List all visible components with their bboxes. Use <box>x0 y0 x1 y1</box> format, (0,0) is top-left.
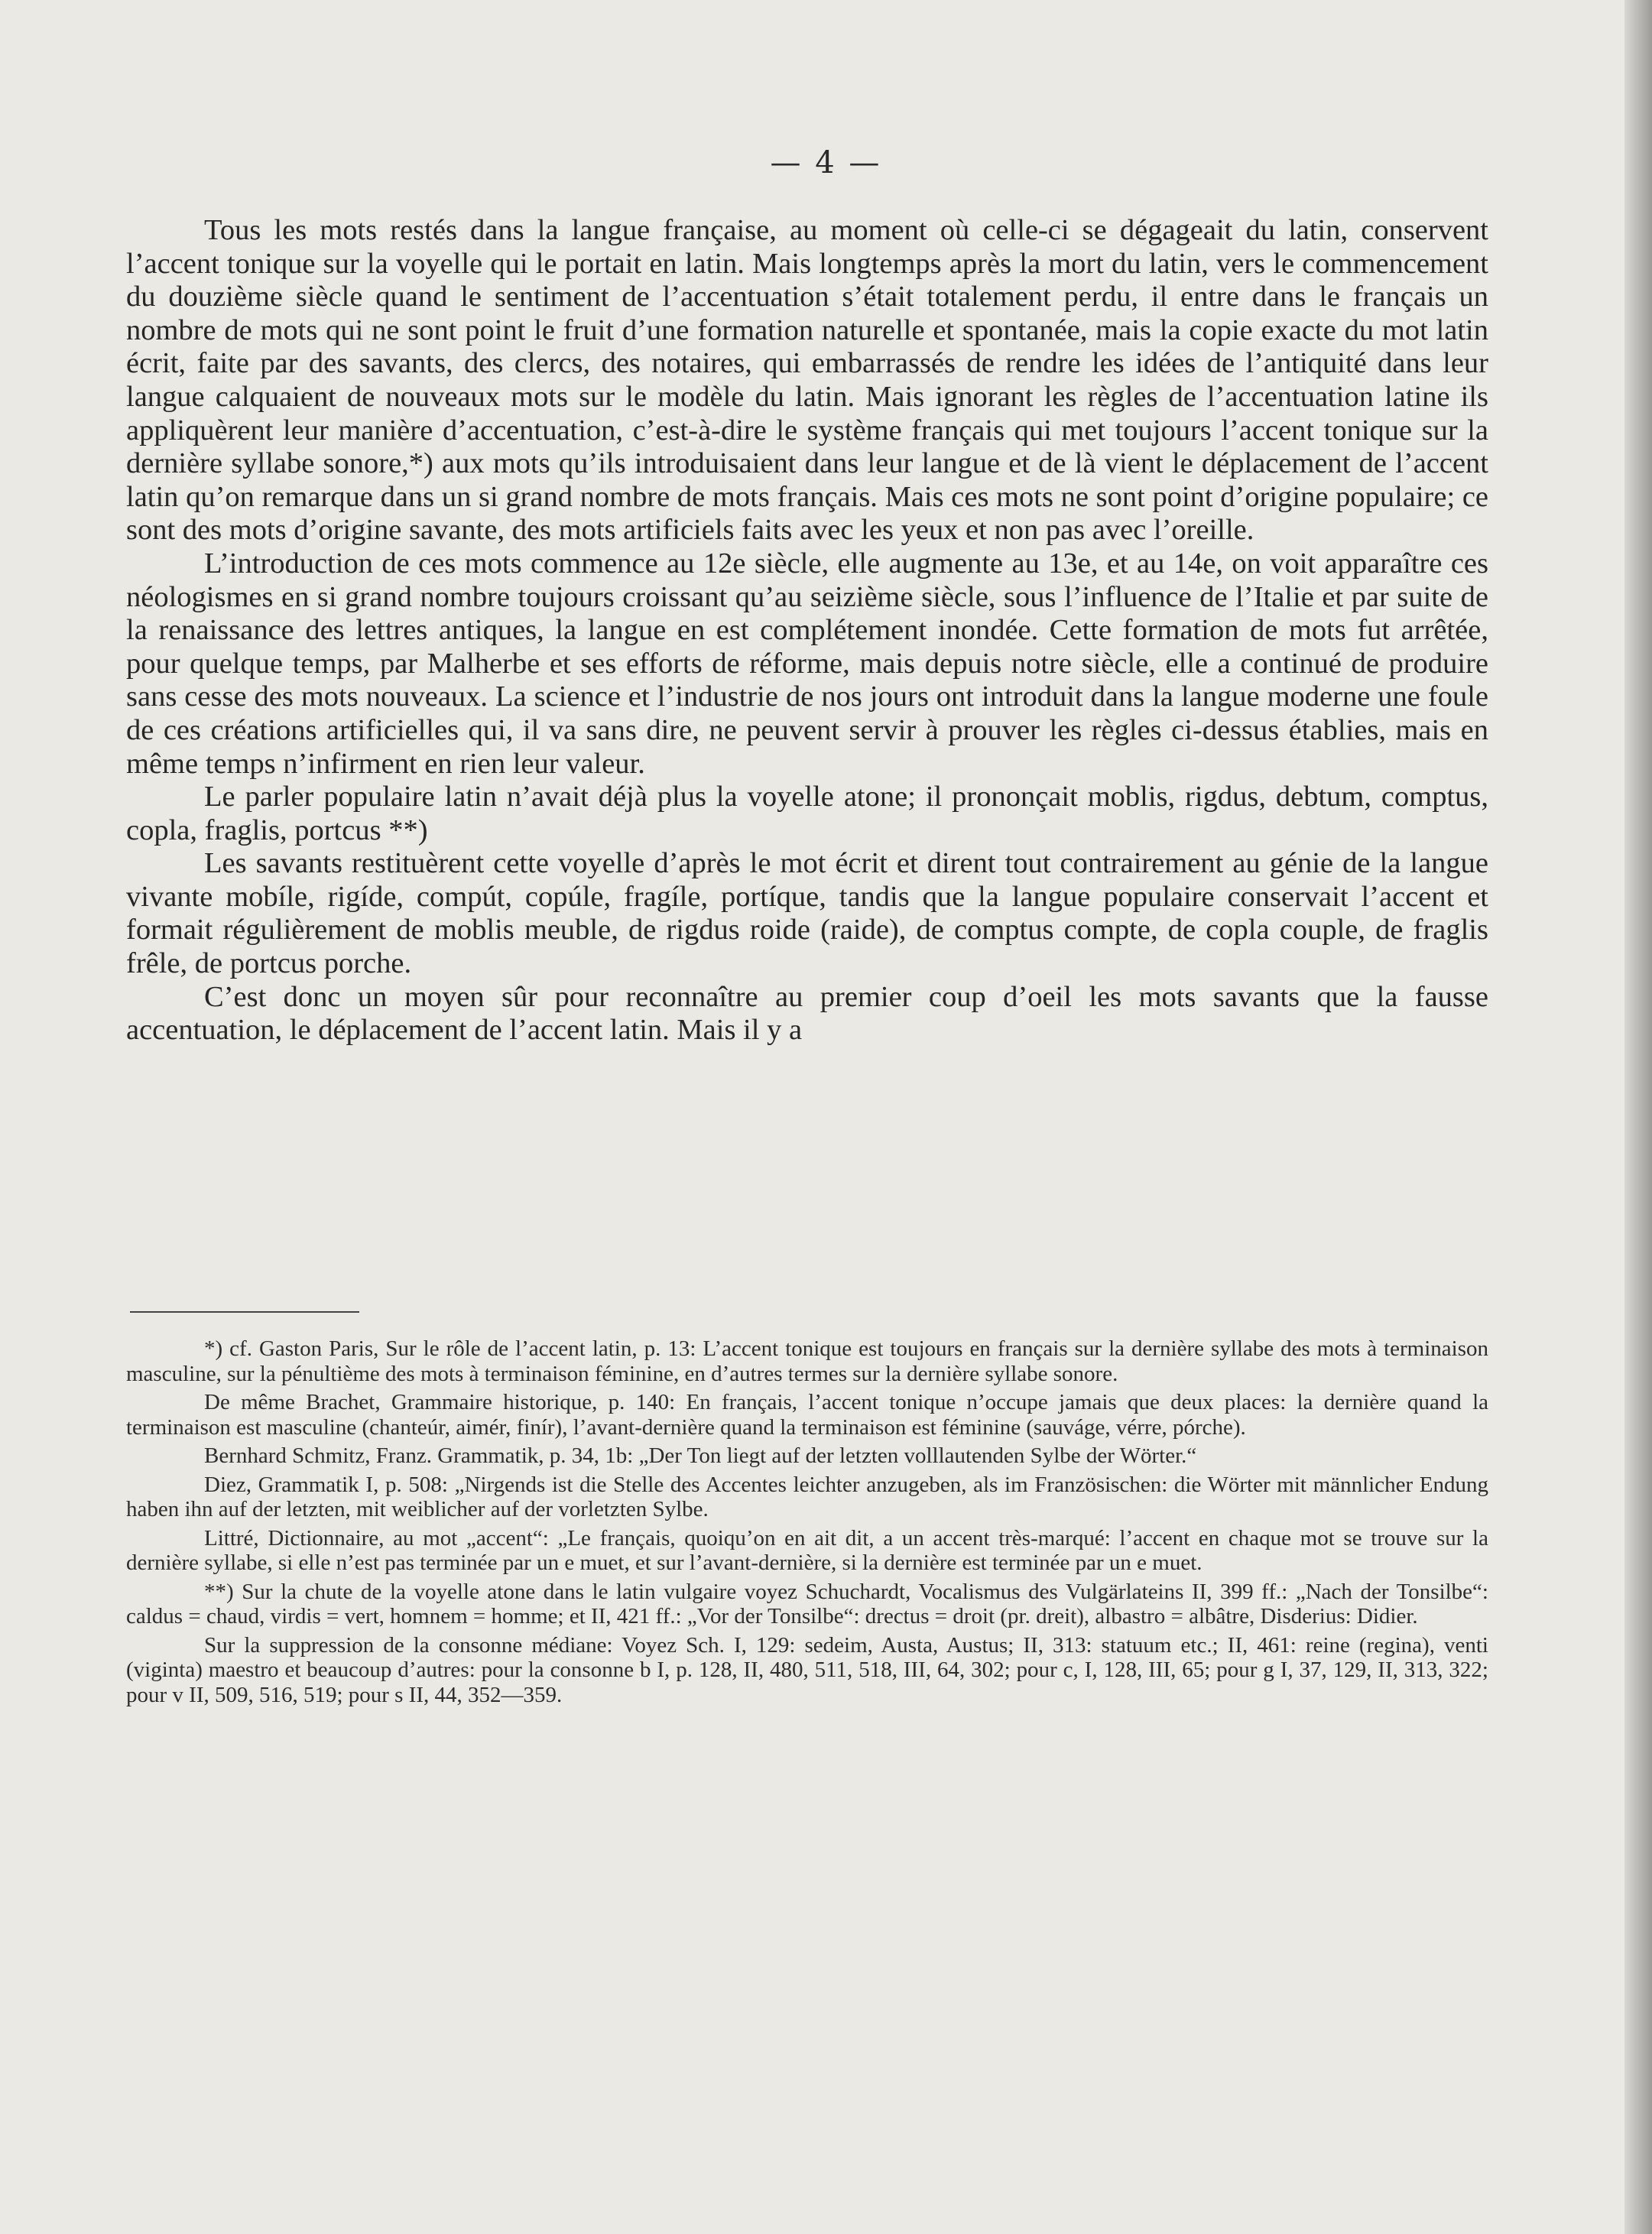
footnote-separator <box>130 1311 359 1313</box>
footnote-4: Diez, Grammatik I, p. 508: „Nirgends ist die Stelle des Accentes leichter anzugeben, als im Französischen: die Wörter mit männlicher Endung haben ihn auf der letzten, mit weiblicher auf der vorletzten Sylbe. <box>126 1472 1488 1521</box>
paragraph-2: L’introduction de ces mots commence au 12e siècle, elle augmente au 13e, et au 14e, on voit apparaître ces néologismes en si grand nombre toujours croissant qu’au seizième siècle, sous l’influence de l’Italie et par suite de la renaissance des lettres antiques, la langue en est complétement inondée. Cette formation de mots fut arrêtée, pour quelque temps, par Malherbe et ses efforts de réforme, mais depuis notre siècle, elle a continué de produire sans cesse des mots nouveaux. La science et l’industrie de nos jours ont introduit dans la langue moderne une foule de ces créations artificielles qui, il va sans dire, ne peuvent servir à prouver les règles ci-dessus établies, mais en même temps n’infirment en rien leur valeur. <box>126 547 1488 780</box>
footnote-2: De même Brachet, Grammaire historique, p. 140: En français, l’accent tonique n’occupe jamais que deux places: la dernière quand la terminaison est masculine (chanteúr, aimér, finír), l’avant-dernière quand la terminaison est féminine (sauváge, vérre, pórche). <box>126 1390 1488 1440</box>
footnote-6: **) Sur la chute de la voyelle atone dans le latin vulgaire voyez Schuchardt, Vocalismus des Vulgärlateins II, 399 ff.: „Nach der Tonsilbe“: caldus = chaud, virdis = vert, homnem = homme; et II, 421 ff.: „Vor der Tonsilbe“: drectus = droit (pr. dreit), albastro = albâtre, Disderius: Didier. <box>126 1579 1488 1628</box>
paragraph-1: Tous les mots restés dans la langue française, au moment où celle-ci se dégageait du latin, conservent l’accent tonique sur la voyelle qui le portait en latin. Mais longtemps après la mort du latin, vers le commencement du douzième siècle quand le sentiment de l’accentuation s’était totalement perdu, il entre dans le français un nombre de mots qui ne sont point le fruit d’une formation naturelle et spontanée, mais la copie exacte du mot latin écrit, faite par des savants, des clercs, des notaires, qui embarrassés de rendre les idées de l’antiquité dans leur langue calquaient de nouveaux mots sur le modèle du latin. Mais ignorant les règles de l’accentuation latine ils appliquèrent leur manière d’accentuation, c’est-à-dire le système français qui met toujours l’accent tonique sur la dernière syllabe sonore,*) aux mots qu’ils introduisaient dans leur langue et de là vient le déplacement de l’accent latin qu’on remarque dans un si grand nombre de mots français. Mais ces mots ne sont point d’origine populaire; ce sont des mots d’origine savante, des mots artificiels faits avec les yeux et non pas avec l’oreille. <box>126 214 1488 547</box>
paragraph-4: Les savants restituèrent cette voyelle d’après le mot écrit et dirent tout contrairement au génie de la langue vivante mobíle, rigíde, compút, copúle, fragíle, portíque, tandis que la langue populaire conservait l’accent et formait régulièrement de moblis meuble, de rigdus roide (raide), de comptus compte, de copla couple, de fraglis frêle, de portcus porche. <box>126 847 1488 980</box>
main-text <box>126 214 1488 1047</box>
paragraph-5: C’est donc un moyen sûr pour reconnaître au premier coup d’oeil les mots savants que la fausse accentuation, le déplacement de l’accent latin. Mais il y a <box>126 980 1488 1047</box>
footnote-1: *) cf. Gaston Paris, Sur le rôle de l’accent latin, p. 13: L’accent tonique est toujours en français sur la dernière syllabe des mots à terminaison masculine, sur la pénultième des mots à terminaison féminine, en d’autres termes sur la dernière syllabe sonore. <box>126 1336 1488 1386</box>
page-edge-shadow <box>1624 0 1652 2234</box>
paragraph-3: Le parler populaire latin n’avait déjà plus la voyelle atone; il prononçait moblis, rigdus, debtum, comptus, copla, fraglis, portcus **) <box>126 781 1488 846</box>
page-number: — 4 — <box>770 145 882 180</box>
footnote-5: Littré, Dictionnaire, au mot „accent“: „Le français, quoiqu’on en ait dit, a un accent très-marqué: l’accent en chaque mot se trouve sur la dernière syllabe, si elle n’est pas terminée par un e muet, et sur l’avant-dernière, si la dernière est terminée par un e muet. <box>126 1525 1488 1575</box>
footnote-3: Bernhard Schmitz, Franz. Grammatik, p. 34, 1b: „Der Ton liegt auf der letzten volllautenden Sylbe der Wörter.“ <box>204 1443 1197 1468</box>
footnote-7: Sur la suppression de la consonne médiane: Voyez Sch. I, 129: sedeim, Austa, Austus; II, 313: statuum etc.; II, 461: reine (regina), venti (viginta) maestro et beaucoup d’autres: pour la consonne b I, p. 128, II, 480, 511, 518, III, 64, 302; pour c, I, 128, III, 65; pour g I, 37, 129, II, 313, 322; pour v II, 509, 516, 519; pour s II, 44, 352—359. <box>126 1632 1488 1707</box>
footnotes <box>126 1336 1488 1711</box>
